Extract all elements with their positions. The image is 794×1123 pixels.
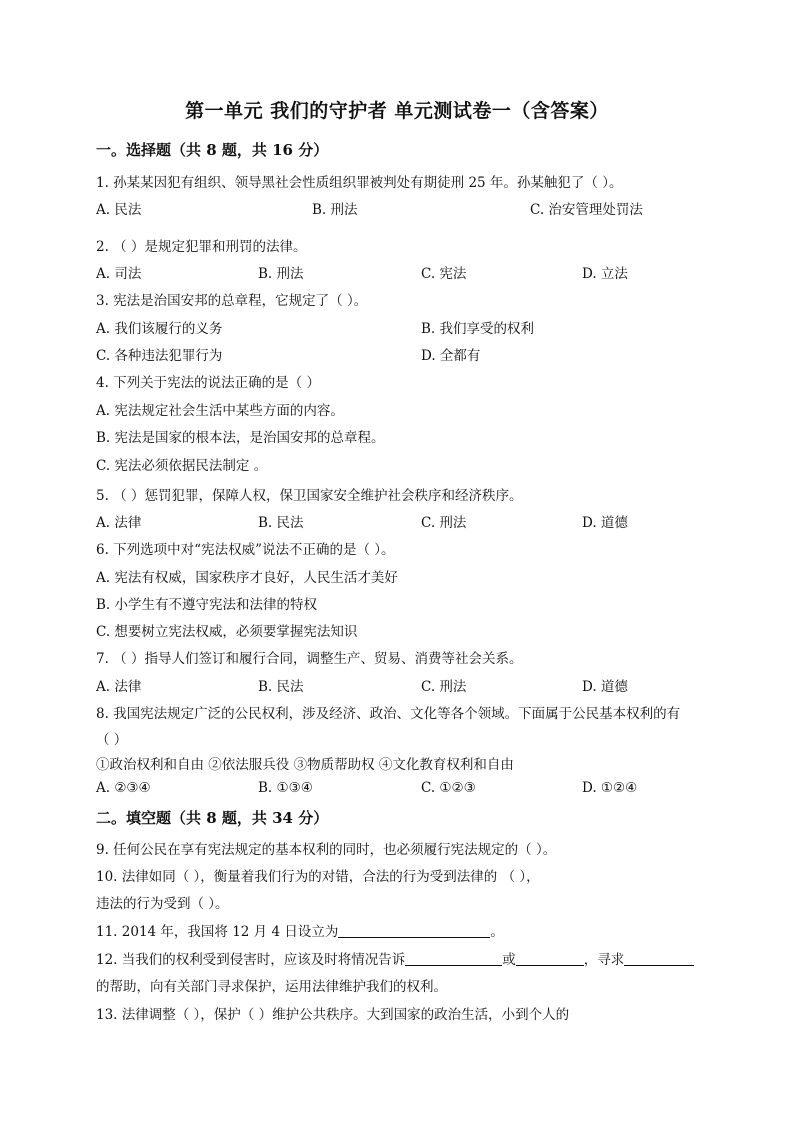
question-6-option-a: A. 宪法有权威，国家秩序才良好，人民生活才美好 (96, 570, 398, 586)
question-5-option-d: D. 道德 (582, 515, 628, 531)
question-4-option-c: C. 宪法必须依据民法制定 。 (96, 458, 268, 474)
question-3-option-d: D. 全都有 (421, 348, 481, 364)
question-5-option-a: A. 法律 (96, 515, 142, 531)
question-12-blank-1[interactable] (405, 951, 502, 966)
question-3-stem: 3. 宪法是治国安邦的总章程，它规定了（ ）。 (96, 293, 368, 309)
question-2-option-a: A. 司法 (96, 266, 142, 282)
question-11-blank[interactable] (338, 923, 490, 938)
question-2-option-b: B. 刑法 (258, 266, 304, 282)
question-3-option-b: B. 我们享受的权利 (421, 321, 535, 337)
question-5-option-b: B. 民法 (258, 515, 304, 531)
question-4-option-b: B. 宪法是国家的根本法，是治国安邦的总章程。 (96, 430, 385, 446)
section-heading-fill-blank: 二。填空题（共 8 题，共 34 分） (96, 809, 329, 827)
question-1-stem: 1. 孙某某因犯有组织、领导黑社会性质组织罪被判处有期徒刑 25 年。孙某触犯了（ ）。 (96, 175, 623, 191)
question-6-option-c: C. 想要树立宪法权威，必须要掌握宪法知识 (96, 624, 358, 640)
question-8-items: ①政治权利和自由 ②依法服兵役 ③物质帮助权 ④文化教育权利和自由 (96, 757, 514, 773)
question-4-option-a: A. 宪法规定社会生活中某些方面的内容。 (96, 403, 344, 419)
question-10-line-2: 违法的行为受到（ ）。 (96, 896, 229, 912)
question-8-option-a: A. ②③④ (96, 780, 151, 796)
question-8-option-d: D. ①②④ (582, 780, 638, 796)
question-5-option-c: C. 刑法 (421, 515, 467, 531)
question-12-or: 或 (502, 952, 516, 968)
question-8-option-b: B. ①③④ (258, 780, 313, 796)
question-7-option-d: D. 道德 (582, 679, 628, 695)
question-1-option-b: B. 刑法 (312, 202, 358, 218)
question-10-line-1: 10. 法律如同（ ），衡量着我们行为的对错，合法的行为受到法律的 （ ）， (96, 869, 540, 885)
section-heading-choice: 一。选择题（共 8 题，共 16 分） (96, 141, 329, 159)
question-7-option-a: A. 法律 (96, 679, 142, 695)
question-12-blank-2[interactable] (516, 951, 584, 966)
question-11-end: 。 (490, 924, 504, 940)
question-1-option-a: A. 民法 (96, 202, 142, 218)
question-3-option-a: A. 我们该履行的义务 (96, 321, 223, 337)
question-8-stem-continued: （ ） (96, 732, 128, 748)
question-11-text: 11. 2014 年，我国将 12 月 4 日设立为 (96, 924, 339, 940)
question-7-stem: 7. （ ）指导人们签订和履行合同，调整生产、贸易、消费等社会关系。 (96, 651, 523, 667)
question-9: 9. 任何公民在享有宪法规定的基本权利的同时，也必须履行宪法规定的（ ）。 (96, 842, 557, 858)
question-2-option-d: D. 立法 (582, 266, 628, 282)
question-4-stem: 4. 下列关于宪法的说法正确的是（ ） (96, 375, 320, 391)
question-3-option-c: C. 各种违法犯罪行为 (96, 348, 223, 364)
question-11 (96, 920, 504, 940)
question-12-seek: ，寻求 (583, 952, 625, 968)
question-12-line-2: 的帮助，向有关部门寻求保护，运用法律维护我们的权利。 (96, 979, 447, 995)
question-12-text: 12. 当我们的权利受到侵害时，应该及时将情况告诉 (96, 952, 406, 968)
question-2-option-c: C. 宪法 (421, 266, 467, 282)
question-12-blank-3[interactable] (624, 951, 694, 966)
question-13: 13. 法律调整（ ），保护（ ）维护公共秩序。大到国家的政治生活，小到个人的 (96, 1007, 570, 1023)
question-8-option-c: C. ①②③ (421, 780, 476, 796)
question-12-line-1 (96, 948, 694, 968)
question-1-option-c: C. 治安管理处罚法 (530, 202, 643, 218)
question-5-stem: 5. （ ）惩罚犯罪，保障人权，保卫国家安全维护社会秩序和经济秩序。 (96, 488, 523, 504)
question-6-stem: 6. 下列选项中对“宪法权威”说法不正确的是（ ）。 (96, 542, 395, 558)
question-8-stem: 8. 我国宪法规定广泛的公民权利，涉及经济、政治、文化等各个领域。下面属于公民基本权利的有 (96, 706, 681, 722)
page-title: 第一单元 我们的守护者 单元测试卷一（含答案） (185, 100, 609, 122)
question-7-option-c: C. 刑法 (421, 679, 467, 695)
question-2-stem: 2. （ ）是规定犯罪和刑罚的法律。 (96, 239, 307, 255)
question-6-option-b: B. 小学生有不遵守宪法和法律的特权 (96, 597, 318, 613)
question-7-option-b: B. 民法 (258, 679, 304, 695)
